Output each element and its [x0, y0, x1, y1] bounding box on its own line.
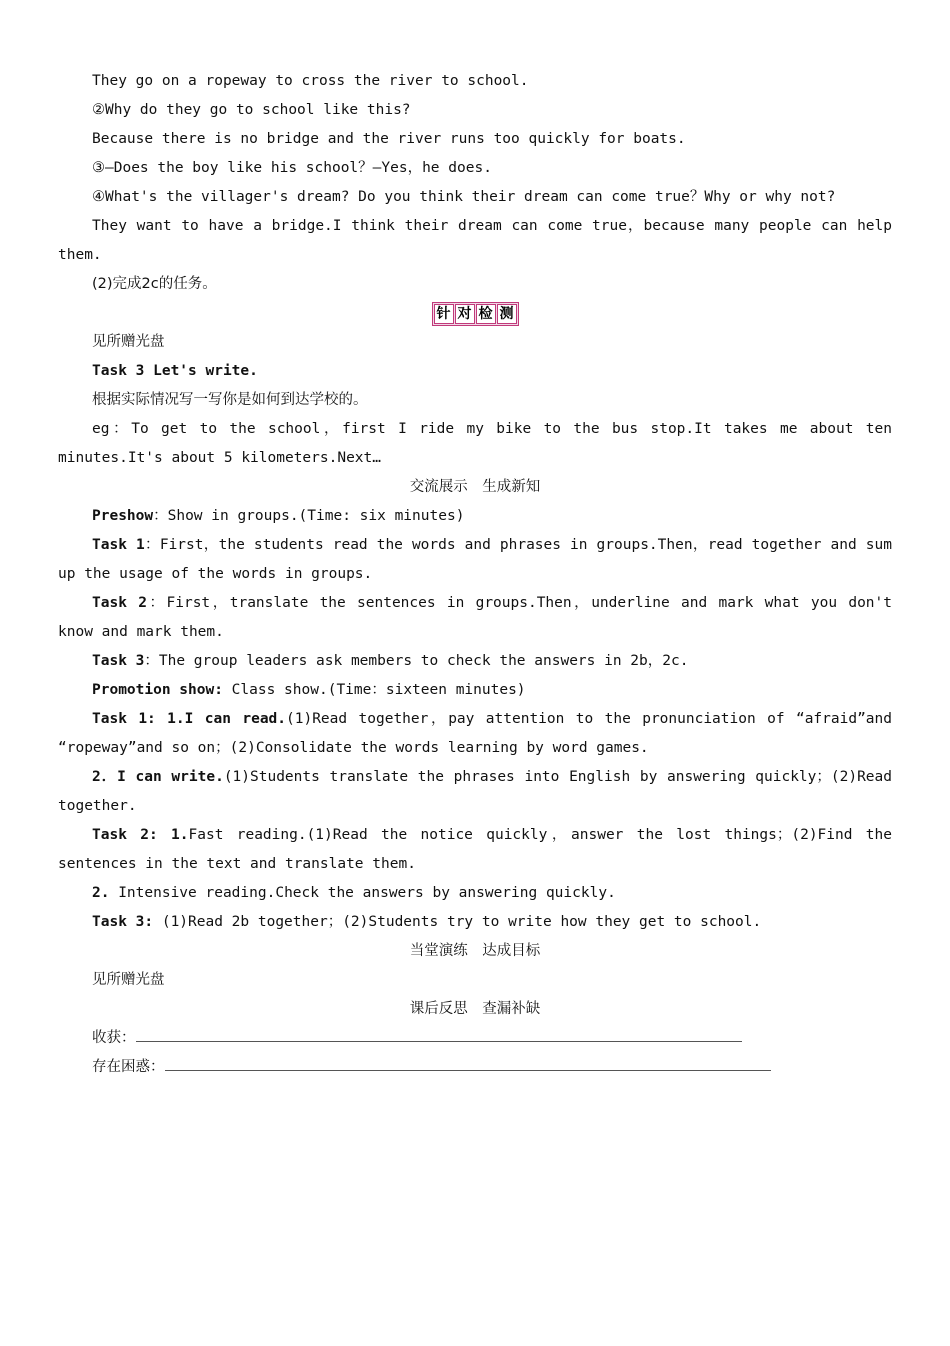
promo-label: 2．I can write.	[92, 769, 224, 785]
task3-title: Task 3 Let's write.	[92, 363, 258, 379]
pre-task-text: ：The group leaders ask members to check the answers in 2b，2c.	[144, 653, 689, 669]
task-2c-instruction: (2)完成2c的任务。	[92, 276, 217, 292]
pre-task-label: Task 3	[92, 653, 145, 669]
badge-char: 针	[434, 304, 454, 324]
preshow-text: ：Show in groups.(Time: six minutes)	[153, 508, 465, 524]
promo-item-4	[58, 879, 892, 908]
pre-task-label: Task 1	[92, 537, 145, 553]
promo-text: (1)Read 2b together；(2)Students try to write how they get to school.	[153, 914, 762, 930]
promo-text: (1)Students translate the phrases into English by answering quickly；(2)Read together.	[58, 769, 892, 814]
promotion-text: Class show.(Time：sixteen minutes)	[222, 682, 526, 698]
pre-task-label: Task 2	[92, 595, 147, 611]
preshow-label: Preshow	[92, 508, 154, 524]
question-3: ③—Does the boy like his school？—Yes，he does.	[92, 160, 492, 176]
pre-task-2	[58, 589, 892, 647]
promo-text: Intensive reading.Check the answers by answering quickly.	[109, 885, 616, 901]
section-badge-row	[58, 299, 892, 328]
task3-example: eg：To get to the school，first I ride my bike to the bus stop.It takes me about ten minutes.It's about 5 kilometers.Next…	[58, 421, 892, 466]
badge-char: 对	[455, 304, 475, 324]
answer-line-ropeway: They go on a ropeway to cross the river to school.	[92, 73, 529, 89]
task3-instruction: 根据实际情况写一写你是如何到达学校的。	[92, 392, 368, 408]
promo-label: Task 2: 1.	[92, 827, 189, 843]
heading-practice: 当堂演练 达成目标	[409, 943, 541, 959]
badge-char: 检	[476, 304, 496, 324]
confusion-row	[58, 1053, 892, 1082]
promo-label: Task 1: 1.I can read.	[92, 711, 287, 727]
promo-item-3	[58, 821, 892, 879]
promo-text: (1)Read together，pay attention to the pronunciation of “afraid”and “ropeway”and so on；(2)Consolidate the words learning by word games.	[58, 711, 892, 756]
heading-exchange: 交流展示 生成新知	[409, 479, 541, 495]
confusion-field[interactable]	[165, 1054, 771, 1071]
promo-item-5	[58, 908, 892, 937]
badge-char: 测	[497, 304, 517, 324]
see-disc-note-2: 见所赠光盘	[92, 972, 165, 988]
pre-task-1	[58, 531, 892, 589]
pre-task-3	[58, 647, 892, 676]
harvest-row	[58, 1024, 892, 1053]
confusion-label: 存在困惑：	[92, 1059, 165, 1075]
pre-task-text: ：First，the students read the words and phrases in groups.Then，read together and sum up the usage of the words in groups.	[58, 537, 892, 582]
promo-item-2	[58, 763, 892, 821]
section-badge	[432, 302, 519, 326]
promo-label: 2.	[92, 885, 110, 901]
pre-task-text: ：First，translate the sentences in groups.Then，underline and mark what you don't know and mark them.	[58, 595, 892, 640]
answer-dream: They want to have a bridge.I think their dream can come true，because many people can help them.	[58, 218, 892, 263]
promo-item-1	[58, 705, 892, 763]
promo-label: Task 3:	[92, 914, 154, 930]
promo-text: Fast reading.(1)Read the notice quickly，answer the lost things；(2)Find the sentences in the text and translate them.	[58, 827, 892, 872]
harvest-label: 收获：	[92, 1030, 136, 1046]
promotion-line	[58, 676, 892, 705]
question-4: ④What's the villager's dream? Do you think their dream can come true？Why or why not?	[92, 189, 836, 205]
see-disc-note: 见所赠光盘	[92, 334, 165, 350]
preshow-line	[58, 502, 892, 531]
harvest-field[interactable]	[136, 1025, 742, 1042]
promotion-label: Promotion show:	[92, 682, 223, 698]
answer-line-bridge: Because there is no bridge and the river runs too quickly for boats.	[92, 131, 686, 147]
heading-reflect: 课后反思 查漏补缺	[409, 1001, 541, 1017]
question-2: ②Why do they go to school like this?	[92, 102, 411, 118]
document-page	[58, 67, 892, 1082]
